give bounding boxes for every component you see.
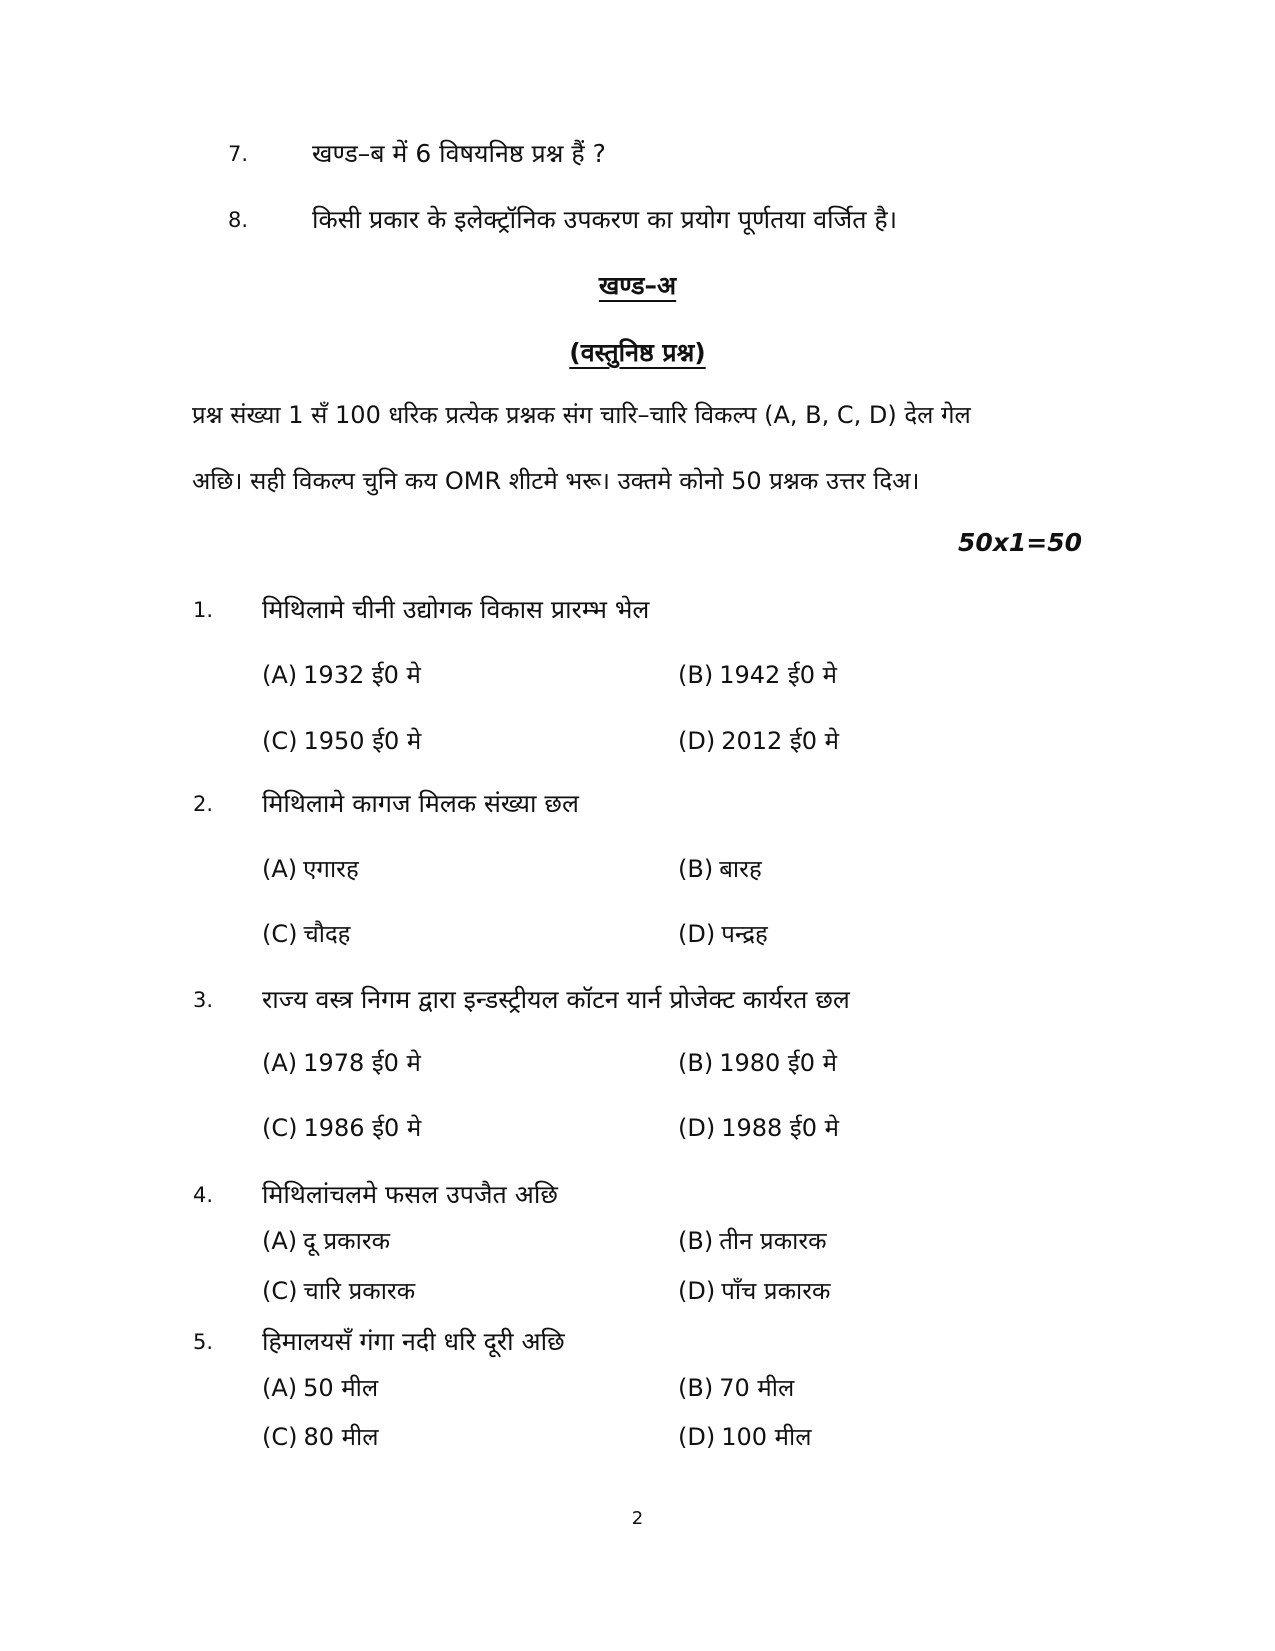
question-text: मिथिलामे कागज मिलक संख्या छल <box>262 789 579 818</box>
option-text: 80 मील <box>303 1423 379 1451</box>
option-text: 1942 ई0 मे <box>719 661 837 689</box>
option-text: 1950 ई0 मे <box>303 727 422 755</box>
option-label: (C) <box>262 727 298 755</box>
instruction-number: 7. <box>228 142 249 166</box>
option-text: 1978 ई0 मे <box>303 1049 421 1077</box>
option-text: 100 मील <box>721 1423 812 1451</box>
question-number: 5. <box>193 1330 214 1354</box>
option-text: एगारह <box>303 855 359 883</box>
option-c <box>262 917 350 950</box>
option-a <box>262 1046 421 1079</box>
option-d <box>678 917 768 950</box>
option-label: (B) <box>678 1049 714 1077</box>
question-text: मिथिलामे चीनी उद्योगक विकास प्रारम्भ भेल <box>262 595 650 624</box>
instruction-text: खण्ड–ब में 6 विषयनिष्ठ प्रश्न हैं ? <box>312 139 606 168</box>
instruction-text: किसी प्रकार के इलेक्ट्रॉनिक उपकरण का प्रयोग पूर्णतया वर्जित है। <box>312 205 898 234</box>
option-label: (C) <box>262 1114 298 1142</box>
option-text: तीन प्रकारक <box>719 1227 827 1255</box>
option-text: 50 मील <box>303 1374 379 1402</box>
option-label: (D) <box>678 1423 716 1451</box>
question-number: 3. <box>193 988 214 1012</box>
option-label: (B) <box>678 1227 714 1255</box>
option-label: (C) <box>262 1423 298 1451</box>
marks-label: 50x1=50 <box>958 528 1083 557</box>
option-label: (A) <box>262 1374 298 1402</box>
question-number: 1. <box>193 598 214 622</box>
option-text: चौदह <box>303 920 351 948</box>
directions-line-1: प्रश्न संख्या 1 सँ 100 धरिक प्रत्येक प्रश्नक संग चारि–चारि विकल्प (A, B, C, D) देल गेल <box>192 401 971 429</box>
option-label: (B) <box>678 661 714 689</box>
section-title: खण्ड–अ <box>598 271 677 300</box>
option-text: 70 मील <box>719 1374 795 1402</box>
option-text: 1932 ई0 मे <box>303 661 421 689</box>
option-c <box>262 1274 415 1307</box>
directions-line-2: अछि। सही विकल्प चुनि कय OMR शीटमे भरू। उक्तमे कोनो 50 प्रश्नक उत्तर दिअ। <box>192 467 920 495</box>
option-label: (B) <box>678 855 714 883</box>
option-text: दू प्रकारक <box>303 1227 391 1255</box>
option-text: 1986 ई0 मे <box>303 1114 422 1142</box>
option-text: 1980 ई0 मे <box>719 1049 837 1077</box>
option-b <box>678 1046 837 1079</box>
option-d <box>678 724 839 757</box>
question-text: हिमालयसँ गंगा नदी धरि दूरी अछि <box>262 1327 565 1356</box>
option-label: (C) <box>262 1277 298 1305</box>
option-c <box>262 1111 421 1144</box>
option-text: बारह <box>719 855 762 883</box>
question-text: राज्य वस्त्र निगम द्वारा इन्डस्ट्रीयल कॉटन यार्न प्रोजेक्ट कार्यरत छल <box>262 985 850 1014</box>
option-label: (A) <box>262 1227 298 1255</box>
option-b <box>678 1371 794 1404</box>
option-text: 1988 ई0 मे <box>721 1114 839 1142</box>
option-d <box>678 1420 812 1453</box>
option-a <box>262 1371 378 1404</box>
option-label: (D) <box>678 1277 716 1305</box>
option-a <box>262 658 421 691</box>
option-c <box>262 724 421 757</box>
question-number: 2. <box>193 792 214 816</box>
option-d <box>678 1274 831 1307</box>
option-text: पन्द्रह <box>721 920 768 948</box>
option-label: (A) <box>262 1049 298 1077</box>
option-label: (D) <box>678 920 716 948</box>
option-label: (C) <box>262 920 298 948</box>
question-number: 4. <box>193 1183 214 1207</box>
option-text: 2012 ई0 मे <box>721 727 839 755</box>
instruction-number: 8. <box>228 208 249 232</box>
option-a <box>262 852 359 885</box>
option-label: (B) <box>678 1374 714 1402</box>
option-a <box>262 1224 390 1257</box>
option-label: (D) <box>678 1114 716 1142</box>
option-b <box>678 1224 827 1257</box>
option-label: (A) <box>262 661 298 689</box>
option-label: (A) <box>262 855 298 883</box>
option-text: चारि प्रकारक <box>303 1277 416 1305</box>
option-b <box>678 852 762 885</box>
section-subtitle: (वस्तुनिष्ठ प्रश्न) <box>569 338 706 367</box>
option-b <box>678 658 837 691</box>
option-label: (D) <box>678 727 716 755</box>
option-c <box>262 1420 379 1453</box>
question-text: मिथिलांचलमे फसल उपजैत अछि <box>262 1180 558 1209</box>
option-d <box>678 1111 839 1144</box>
option-text: पाँच प्रकारक <box>721 1277 831 1305</box>
page-number: 2 <box>631 1508 644 1529</box>
